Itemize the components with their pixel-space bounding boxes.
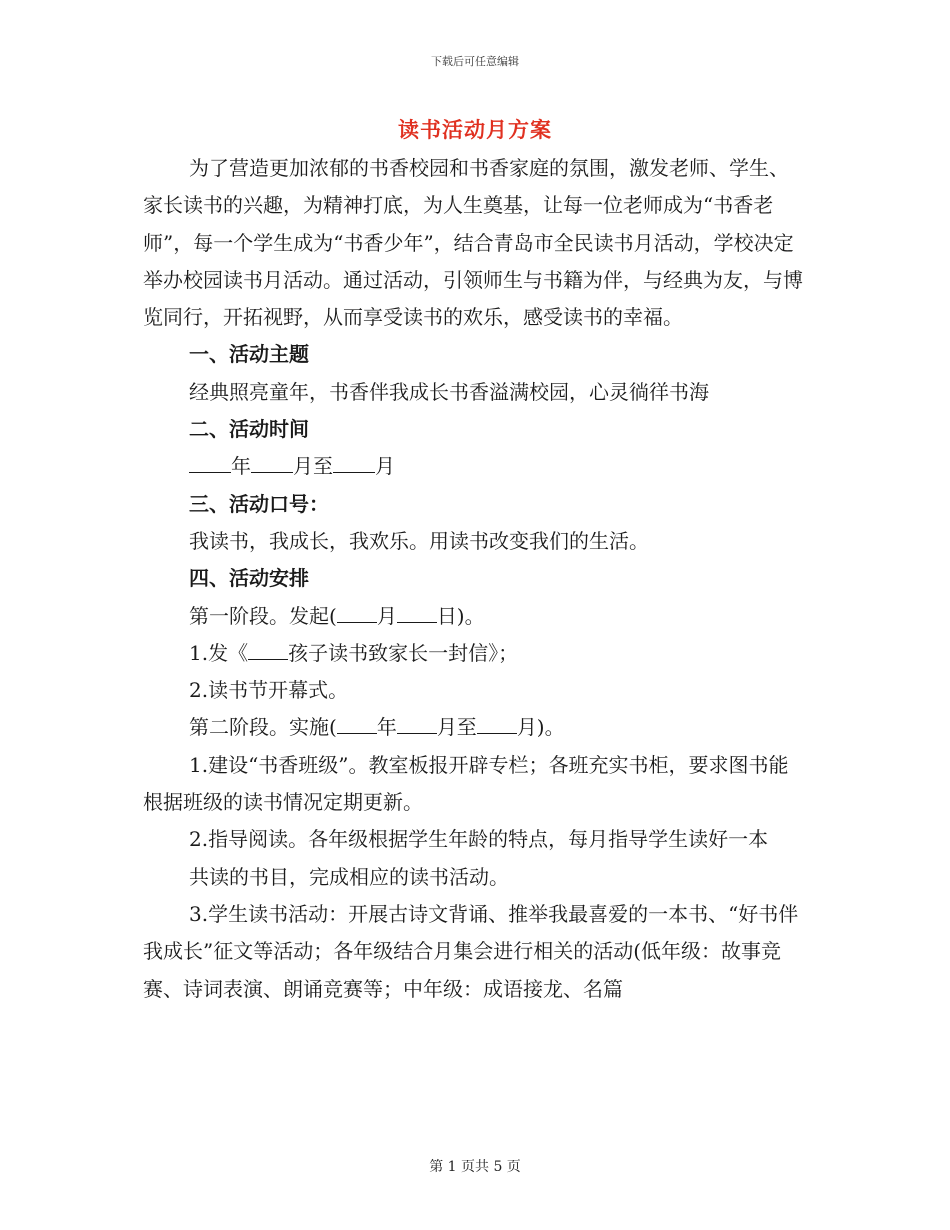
- stage1-month: 月: [376, 603, 397, 628]
- blank-field: [189, 448, 231, 473]
- stage2-item-3: 3.学生读书活动：开展古诗文背诵、推举我最喜爱的一本书、“好书伴我成长”征文等活动；各年级结合月集会进行相关的活动(低年级：故事竞赛、诗词表演、朗诵竞赛等；中年级：成语接龙、名篇: [143, 901, 799, 1001]
- item-number: 1.: [189, 640, 209, 665]
- blank-field: [251, 448, 293, 473]
- stage2-prefix: 第二阶段。实施(: [189, 715, 337, 740]
- stage2-item-1: 1.建设“书香班级”。教室板报开辟专栏；各班充实书柜，要求图书能根据班级的读书情况定期更新。: [143, 752, 789, 815]
- blank-field: [477, 709, 517, 734]
- stage2-month-to: 月至: [436, 715, 477, 740]
- stage2-item-2-continued: 共读的书目，完成相应的读书活动。: [189, 864, 509, 889]
- intro-paragraph: 为了营造更加浓郁的书香校园和书香家庭的氛围，激发老师、学生、家长读书的兴趣，为精神打底，为人生奠基，让每一位老师成为“书香老师”，每一个学生成为“书香少年”，结合青岛市全民读书月活动，学校决定举办校园读书月活动。通过活动，引领师生与书籍为伴，与经典为友，与博览同行，开拓视野，从而享受读书的欢乐，感受读书的幸福。: [143, 156, 803, 330]
- page-header: 下载后可任意编辑: [431, 55, 519, 68]
- slogan-text: 我读书，我成长，我欢乐。用读书改变我们的生活。: [189, 528, 649, 553]
- blank-field: [337, 709, 377, 734]
- page-footer: 第 1 页共 5 页: [429, 1159, 521, 1175]
- blank-field: [397, 709, 437, 734]
- time-line: [143, 448, 803, 485]
- blank-field: [397, 598, 437, 623]
- section-heading-slogan: 三、活动口号：: [189, 491, 329, 516]
- blank-field: [333, 448, 375, 473]
- item1-prefix: 发《: [208, 640, 249, 665]
- stage2-line: [143, 709, 803, 746]
- stage1-item-2: 2.读书节开幕式。: [189, 678, 349, 703]
- section-heading-theme: 一、活动主题: [189, 342, 309, 367]
- item1-suffix: 孩子读书致家长一封信》；: [288, 640, 519, 665]
- section-heading-time: 二、活动时间: [189, 417, 309, 442]
- blank-field: [248, 635, 288, 660]
- time-month-to-label: 月至: [293, 454, 333, 479]
- stage1-prefix: 第一阶段。发起(: [189, 603, 337, 628]
- theme-text: 经典照亮童年，书香伴我成长书香溢满校园，心灵徜徉书海: [189, 379, 709, 404]
- document-title: 读书活动月方案: [398, 117, 552, 142]
- document-body: [143, 150, 803, 1008]
- stage2-month-close: 月)。: [516, 715, 565, 740]
- stage1-line: [143, 598, 803, 635]
- stage2-item-2: 2.指导阅读。各年级根据学生年龄的特点，每月指导学生读好一本: [189, 827, 769, 852]
- section-heading-arrangement: 四、活动安排: [189, 566, 309, 591]
- stage1-item-1: [143, 635, 803, 672]
- time-month-label: 月: [375, 454, 395, 479]
- stage1-day-close: 日)。: [436, 603, 485, 628]
- stage2-year: 年: [376, 715, 397, 740]
- time-year-label: 年: [231, 454, 251, 479]
- blank-field: [337, 598, 377, 623]
